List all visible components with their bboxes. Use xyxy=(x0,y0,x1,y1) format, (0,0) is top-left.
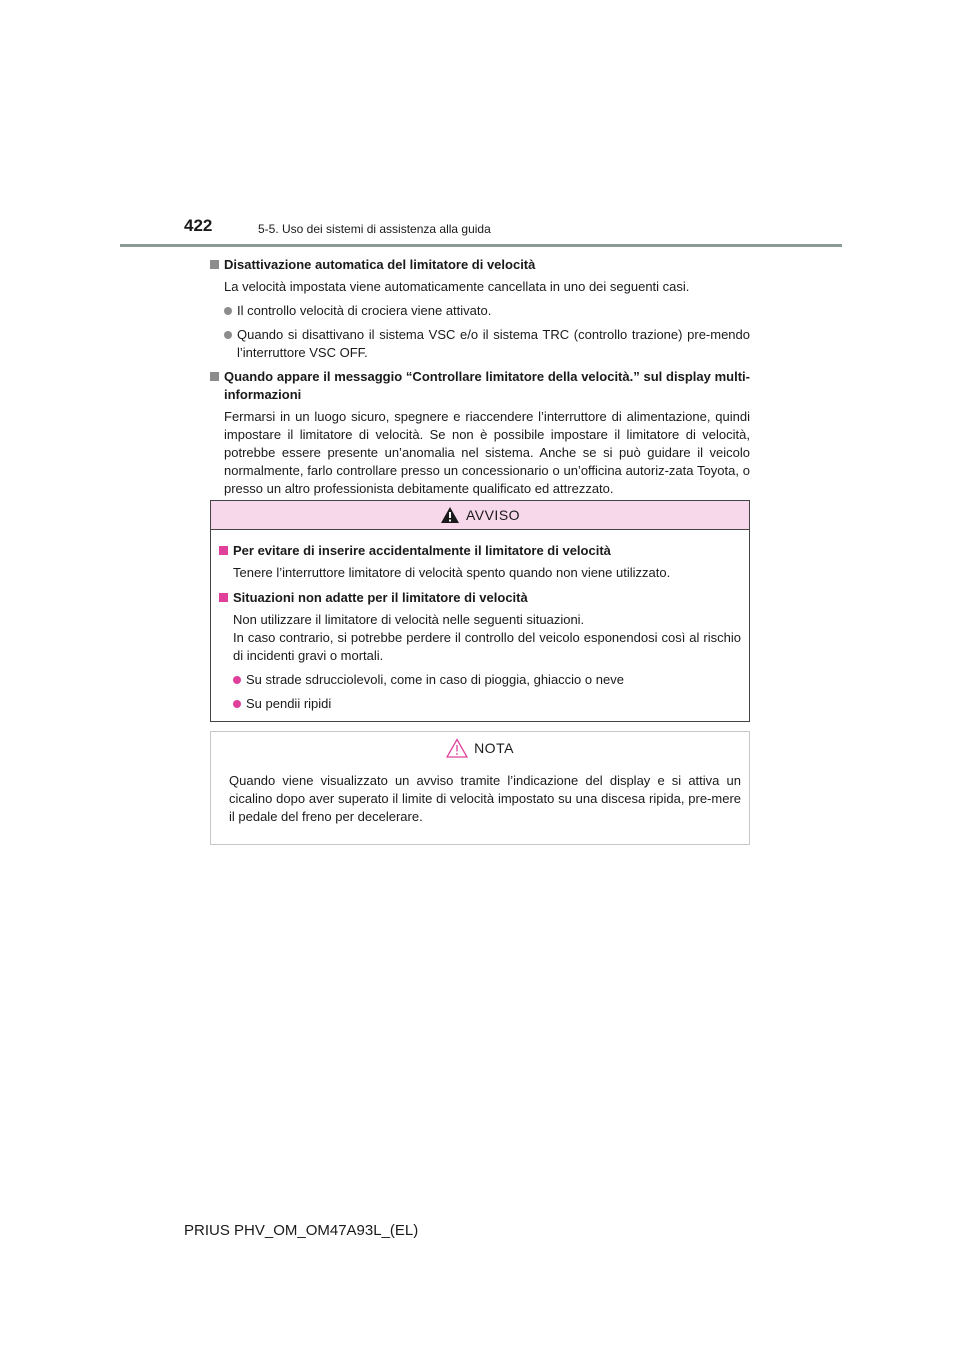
note-header xyxy=(211,732,749,764)
dot-bullet-icon xyxy=(233,700,241,708)
list-item-text: Quando si disattivano il sistema VSC e/o il sistema TRC (controllo trazione) pre-mendo l’interruttore VSC OFF. xyxy=(237,327,750,360)
note-box xyxy=(210,731,750,845)
section-heading-text: Quando appare il messaggio “Controllare limitatore della velocità.” sul display multi-informazioni xyxy=(224,369,750,402)
warning-item-body: Non utilizzare il limitatore di velocità nelle seguenti situazioni. xyxy=(233,612,585,627)
section-body: La velocità impostata viene automaticamente cancellata in uno dei seguenti casi. xyxy=(224,279,690,294)
warning-box xyxy=(210,500,750,722)
section-heading xyxy=(210,256,750,274)
section-heading-text: Disattivazione automatica del limitatore di velocità xyxy=(224,257,536,272)
list-item-text: Su strade sdrucciolevoli, come in caso di pioggia, ghiaccio o neve xyxy=(246,672,624,687)
note-title: NOTA xyxy=(474,740,514,756)
square-bullet-icon xyxy=(219,546,228,555)
dot-bullet-icon xyxy=(224,307,232,315)
section-heading xyxy=(210,368,750,404)
dot-bullet-icon xyxy=(224,331,232,339)
main-content xyxy=(210,252,750,498)
square-bullet-icon xyxy=(210,372,219,381)
list-item xyxy=(210,326,750,362)
list-item-text: Su pendii ripidi xyxy=(246,696,332,711)
square-bullet-icon xyxy=(210,260,219,269)
warning-item-body: Tenere l’interruttore limitatore di velocità spento quando non viene utilizzato. xyxy=(233,565,671,580)
caution-outline-icon xyxy=(446,738,468,758)
warning-item-heading xyxy=(219,589,741,607)
footer-code: PRIUS PHV_OM_OM47A93L_(EL) xyxy=(184,1222,419,1239)
page-number: 422 xyxy=(184,216,213,235)
running-head: 5-5. Uso dei sistemi di assistenza alla guida xyxy=(258,222,491,236)
warning-item-heading xyxy=(219,542,741,560)
warning-item-body: In caso contrario, si potrebbe perdere il controllo del veicolo esponendosi così al rischio di incidenti gravi o mortali. xyxy=(233,630,741,663)
note-body: Quando viene visualizzato un avviso tramite l’indicazione del display e si attiva un cicalino dopo aver superato il limite di velocità impostato su una discesa ripida, pre-mere il pedale del freno per decelerare. xyxy=(229,773,741,824)
warning-title: AVVISO xyxy=(465,507,521,523)
list-item xyxy=(219,671,741,689)
warning-body xyxy=(211,530,749,713)
warning-icon xyxy=(440,506,460,524)
header-rule xyxy=(120,244,842,247)
dot-bullet-icon xyxy=(233,676,241,684)
square-bullet-icon xyxy=(219,593,228,602)
section-body: Fermarsi in un luogo sicuro, spegnere e riaccendere l’interruttore di alimentazione, quindi impostare il limitatore di velocità. Se non è possibile impostare il limitatore di velocità, potrebbe essere presente un’anomalia nel sistema. Anche se si può guidare il veicolo normalmente, farlo controllare presso un concessionario o un’officina autoriz-zata Toyota, o presso un altro professionista debitamente qualificato ed attrezzato. xyxy=(224,409,750,496)
list-item xyxy=(210,302,750,320)
warning-item-heading-text: Per evitare di inserire accidentalmente il limitatore di velocità xyxy=(233,543,611,558)
list-item xyxy=(219,695,741,713)
list-item-text: Il controllo velocità di crociera viene attivato. xyxy=(237,303,492,318)
warning-item-heading-text: Situazioni non adatte per il limitatore di velocità xyxy=(233,590,528,605)
warning-header xyxy=(211,501,749,530)
